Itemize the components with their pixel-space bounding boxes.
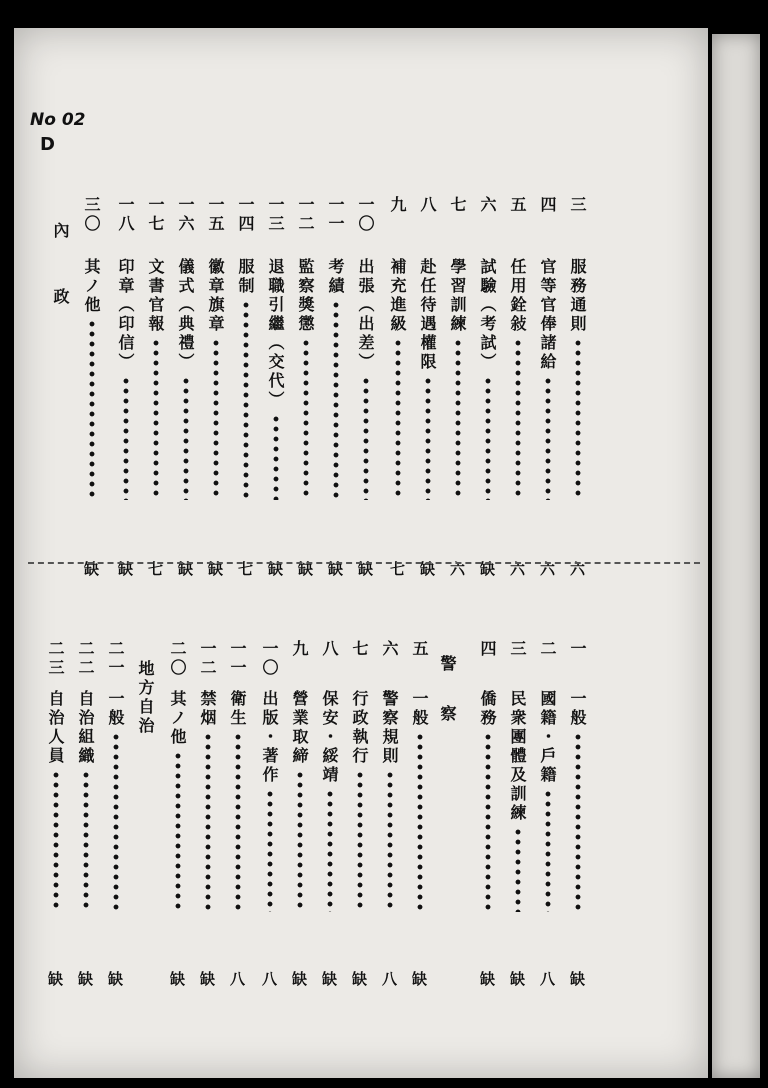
- dot-leader: [303, 338, 309, 500]
- page-number: 缺: [208, 560, 224, 578]
- item-number: 一二: [296, 196, 315, 234]
- page-number: 七: [238, 560, 254, 578]
- dot-leader: [123, 376, 129, 500]
- item-title: 出版・著作: [260, 690, 279, 785]
- dot-leader: [545, 376, 551, 500]
- dot-leader: [455, 338, 461, 500]
- item-number: 一三: [266, 196, 285, 234]
- dot-leader: [175, 751, 181, 912]
- item-number: 二一: [106, 640, 125, 678]
- item-title: 一般: [410, 690, 429, 728]
- dot-leader: [297, 770, 303, 912]
- page-edge-strip: [712, 34, 760, 1078]
- item-title: 官等官俸諸給: [538, 258, 557, 372]
- page-number: 缺: [412, 970, 428, 988]
- page-number: 缺: [200, 970, 216, 988]
- item-number: 四: [538, 196, 557, 215]
- item-title: 徽章旗章: [206, 258, 225, 334]
- dot-leader: [213, 338, 219, 500]
- dot-leader: [485, 376, 491, 500]
- item-title: 服制: [236, 258, 255, 296]
- page-number: 缺: [48, 970, 64, 988]
- dot-leader: [183, 376, 189, 500]
- page-number: 六: [450, 560, 466, 578]
- dot-leader: [515, 827, 521, 912]
- dot-leader: [387, 770, 393, 912]
- page-number: 缺: [78, 970, 94, 988]
- page-number: 缺: [328, 560, 344, 578]
- item-number: 八: [320, 640, 339, 659]
- page-number: 缺: [178, 560, 194, 578]
- page-number: 七: [390, 560, 406, 578]
- page-number: 八: [262, 970, 278, 988]
- page-number: 八: [382, 970, 398, 988]
- document-number: No 02: [30, 110, 86, 130]
- dot-leader: [363, 376, 369, 500]
- page-number: 六: [510, 560, 526, 578]
- item-number: 九: [290, 640, 309, 659]
- page-number: 缺: [84, 560, 100, 578]
- dot-leader: [545, 789, 551, 912]
- item-title: 民衆團體及訓練: [508, 690, 527, 823]
- dot-leader: [83, 770, 89, 912]
- item-title: 禁烟: [198, 690, 217, 728]
- item-title: 儀式（典禮）: [176, 258, 195, 372]
- dot-leader: [357, 770, 363, 912]
- item-title: 一般: [568, 690, 587, 728]
- dot-leader: [89, 319, 95, 500]
- dot-leader: [485, 732, 491, 912]
- item-title: 監察獎懲: [296, 258, 315, 334]
- page-number: 缺: [480, 970, 496, 988]
- dot-leader: [333, 300, 339, 500]
- dot-leader: [395, 338, 401, 500]
- item-title: 任用銓敍: [508, 258, 527, 334]
- page-number: 缺: [268, 560, 284, 578]
- item-number: 一一: [326, 196, 345, 234]
- page-number: 缺: [298, 560, 314, 578]
- item-number: 六: [478, 196, 497, 215]
- item-number: 一七: [146, 196, 165, 234]
- item-title: 僑務: [478, 690, 497, 728]
- page-number: 八: [540, 970, 556, 988]
- item-title: 一般: [106, 690, 125, 728]
- page-number: 缺: [570, 970, 586, 988]
- item-title: 出張（出差）: [356, 258, 375, 372]
- category-heading: 地方自治: [136, 660, 155, 736]
- item-title: 國籍・戶籍: [538, 690, 557, 785]
- item-number: 六: [380, 640, 399, 659]
- item-number: 一二: [198, 640, 217, 678]
- item-number: 三〇: [82, 196, 101, 234]
- dot-leader: [425, 376, 431, 500]
- dot-leader: [267, 789, 273, 912]
- item-number: 二三: [46, 640, 65, 678]
- item-number: 一六: [176, 196, 195, 234]
- dot-leader: [273, 414, 279, 500]
- item-number: 一: [568, 640, 587, 659]
- item-number: 五: [410, 640, 429, 659]
- item-number: 三: [568, 196, 587, 215]
- section-mark: D: [40, 134, 55, 155]
- page-number: 缺: [170, 970, 186, 988]
- page-number: 六: [540, 560, 556, 578]
- item-number: 五: [508, 196, 527, 215]
- item-title: 衛生: [228, 690, 247, 728]
- page-number: 缺: [322, 970, 338, 988]
- item-title: 赴任待遇權限: [418, 258, 437, 372]
- item-title: 文書官報: [146, 258, 165, 334]
- dot-leader: [575, 732, 581, 912]
- item-number: 二二: [76, 640, 95, 678]
- item-title: 補充進級: [388, 258, 407, 334]
- page-number: 六: [570, 560, 586, 578]
- item-title: 自治人員: [46, 690, 65, 766]
- item-title: 警察規則: [380, 690, 399, 766]
- item-title: 其ノ他: [82, 258, 101, 315]
- document-sheet: [14, 28, 708, 1078]
- item-number: 七: [448, 196, 467, 215]
- page-number: 缺: [352, 970, 368, 988]
- dot-leader: [417, 732, 423, 912]
- item-title: 服務通則: [568, 258, 587, 334]
- item-title: 學習訓練: [448, 258, 467, 334]
- page-number: 缺: [420, 560, 436, 578]
- item-number: 七: [350, 640, 369, 659]
- item-number: 一〇: [260, 640, 279, 678]
- page-number: 缺: [510, 970, 526, 988]
- item-number: 二: [538, 640, 557, 659]
- item-title: 印章（印信）: [116, 258, 135, 372]
- item-title: 營業取締: [290, 690, 309, 766]
- item-number: 八: [418, 196, 437, 215]
- page-number: 七: [148, 560, 164, 578]
- category-heading: 內政: [51, 222, 70, 354]
- page-number: 缺: [480, 560, 496, 578]
- item-number: 一〇: [356, 196, 375, 234]
- page-number: 缺: [108, 970, 124, 988]
- page-number: 缺: [292, 970, 308, 988]
- dot-leader: [515, 338, 521, 500]
- item-number: 一八: [116, 196, 135, 234]
- item-title: 自治組織: [76, 690, 95, 766]
- dot-leader: [53, 770, 59, 912]
- item-number: 一五: [206, 196, 225, 234]
- dot-leader: [153, 338, 159, 500]
- item-number: 一一: [228, 640, 247, 678]
- dot-leader: [235, 732, 241, 912]
- item-number: 一四: [236, 196, 255, 234]
- item-title: 試驗（考試）: [478, 258, 497, 372]
- item-number: 九: [388, 196, 407, 215]
- page-number: 八: [230, 970, 246, 988]
- item-number: 四: [478, 640, 497, 659]
- item-title: 退職引繼（交代）: [266, 258, 285, 410]
- dot-leader: [113, 732, 119, 912]
- item-title: 考績: [326, 258, 345, 296]
- item-title: 保安・綏靖: [320, 690, 339, 785]
- dot-leader: [243, 300, 249, 500]
- item-title: 行政執行: [350, 690, 369, 766]
- page-number: 缺: [358, 560, 374, 578]
- item-number: 三: [508, 640, 527, 659]
- dot-leader: [205, 732, 211, 912]
- dot-leader: [575, 338, 581, 500]
- item-number: 二〇: [168, 640, 187, 678]
- category-heading: 警察: [438, 655, 457, 755]
- page-number: 缺: [118, 560, 134, 578]
- dot-leader: [327, 789, 333, 912]
- item-title: 其ノ他: [168, 690, 187, 747]
- section-divider: [28, 562, 700, 564]
